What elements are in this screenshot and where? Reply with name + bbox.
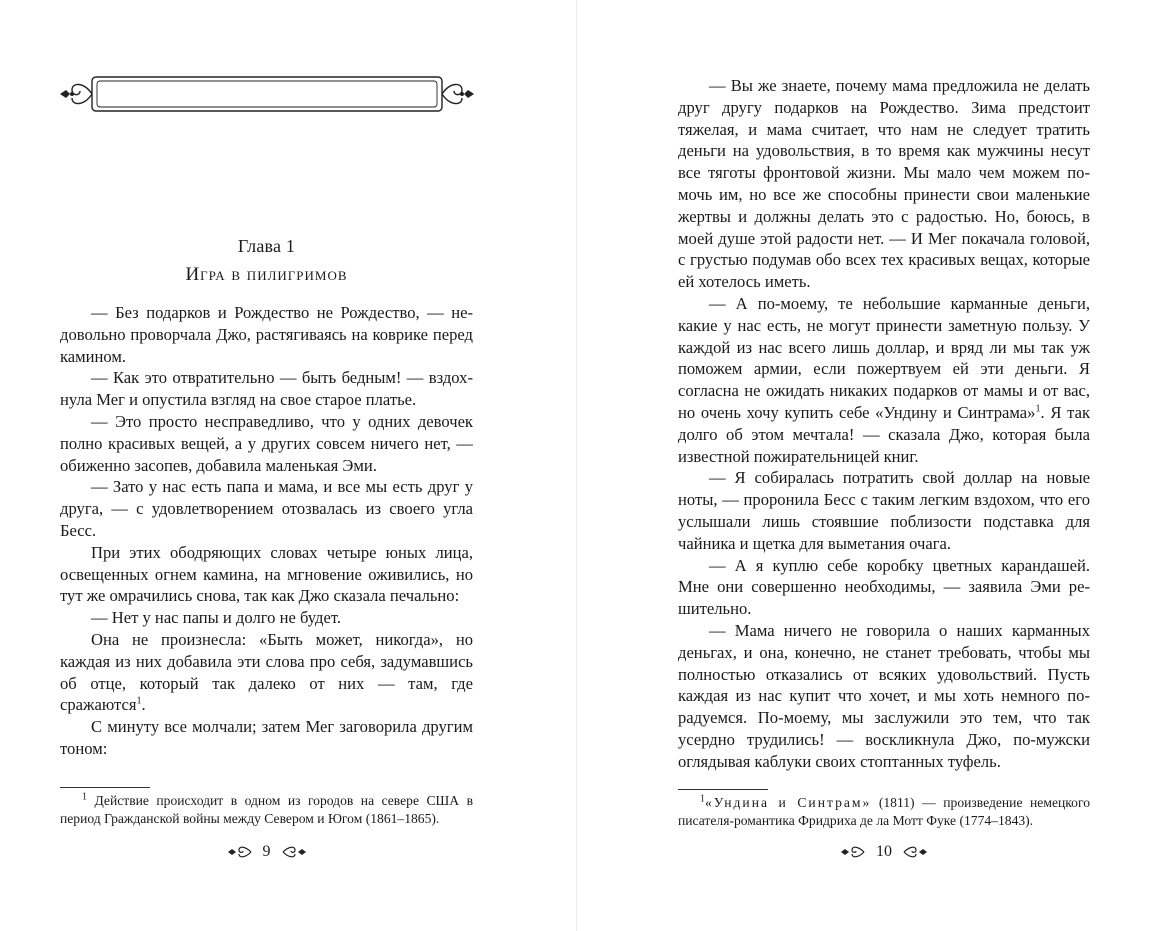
paragraph: — Как это отвратительно — быть бедным! — вздохнула Мег и опустила взгляд на свое старое платье. [60, 368, 473, 410]
paragraph: Она не произнесла: «Быть может, никогда», но каждая из них добавила эти слова про себя, задумавшись об отце, который так далеко от них — там, где сражаются$^1$. [60, 629, 473, 715]
paragraph: — А по-моему, те небольшие карманные деньги, какие у нас есть, не могут принести заметную пользу. У каждой из нас всего лишь доллар, и вряд ли мы так уж поможем армии, если пожертвуем ей эти деньги. Я согласна не ожидать никаких подарков от мамы и от вас, но очень хочу купить себе «Ундину и Синтрама»$^1$. Я так долго об этом мечтала! — сказала Джо, которая была известной пожирательницей книг. [678, 293, 1091, 466]
footnote-reference: 1 [136, 695, 142, 707]
footnote-marker: 1 [82, 791, 87, 803]
left-page [60, 0, 473, 931]
right-page [678, 0, 1090, 931]
right-body-text [678, 75, 1090, 773]
paragraph: — Я собиралась потратить свой доллар на новые ноты, — проронила Бесс с таким легким вздохом, что его услышали лишь стоявшие поблизости подставка для чайника и щетка для выметания очага. [678, 468, 1090, 553]
page-folio [678, 843, 1090, 861]
paragraph-text: — А по-моему, те небольшие карманные деньги, какие у нас есть, не могут принести заметную пользу. У каждой из нас всего лишь доллар, и вряд ли мы так уж поможем армии, если пожертвуем ей эти деньги. Я согласна не ожидать никаких подарков от мамы и от вас, но очень хочу купить себе «Ундину и Синтрама» [678, 293, 1090, 422]
paragraph: — Мама ничего не говорила о наших карманных деньгах, и она, конечно, не станет требовать, чтобы мы полностью отказались от всяких удовольствий. Пусть каждая из нас купит что хочет, и мы хоть немного порадуемся. По-моему, мы заслужили это тем, что так усердно трудились! — воскликнула Джо, по-мужски оглядывая каблуки своих стоптанных туфель. [678, 620, 1090, 771]
footnote-reference: 1 [1035, 403, 1041, 415]
footnote-text: (1811) — произведение немецкого писателя-романтика Фридриха де ла Мотт Фуке (1774–1843). [678, 795, 1090, 828]
paragraph-text: Я так долго об этом мечтала! — сказала Джо, которая была известной пожирательницей книг. [678, 402, 1091, 466]
page-number: 9 [262, 843, 271, 860]
fleuron-left-icon [227, 844, 253, 860]
fleuron-right-icon [902, 844, 928, 860]
footnote-text: Действие происходит в одном из городов на севере США в период Гражданской войны между Севером и Югом (1861–1865). [60, 793, 473, 826]
fleuron-right-icon [281, 844, 307, 860]
book-gutter [576, 0, 577, 931]
footnote [678, 794, 1090, 830]
paragraph: С минуту все молчали; затем Мег заговорила другим тоном: [60, 717, 473, 758]
paragraph: — Вы же знаете, почему мама предложила не делать друг другу подарков на Рождество. Зима предстоит тяжелая, и мама считает, что нам не следует тратить деньги на удовольствия, в то время как мужчины несут все тяготы фронтовой жизни. Мы мало чем можем помочь им, но все же способны принести свои маленькие жертвы и должны делать это с радостью. Но, боюсь, в моей душе этой радости нет. — И Мег покачала головой, с грустью подумав обо всех тех красивых вещах, которые ей хотелось иметь. [678, 76, 1090, 292]
page-number: 10 [876, 843, 892, 860]
scroll-frame-ornament [58, 74, 476, 114]
paragraph: — А я куплю себе коробку цветных карандашей. Мне они совершенно необходимы, — заявила Эми решительно. [678, 555, 1090, 619]
footnote-title: «Ундина и Синтрам» [705, 795, 872, 810]
footnote [60, 792, 473, 828]
page-folio [60, 843, 473, 861]
fleuron-left-icon [840, 844, 866, 860]
left-body-text [60, 302, 473, 760]
paragraph: — Зато у нас есть папа и мама, и все мы есть друг у друга, — с удовлетворением отозвалась из своего угла Бесс. [60, 477, 473, 540]
paragraph: При этих ободряющих словах четыре юных лица, освещенных огнем камина, на мгновение оживились, но тут же омрачились снова, так как Джо сказала печально: [60, 542, 473, 606]
footnote-rule [60, 787, 150, 788]
paragraph: — Нет у нас папы и долго не будет. [91, 608, 341, 628]
paragraph: — Без подарков и Рождество не Рождество, — недовольно проворчала Джо, растягиваясь на коврике перед камином. [60, 303, 473, 366]
footnote-rule [678, 789, 768, 790]
chapter-title: Игра в пилигримов [185, 264, 348, 285]
footnote-marker: 1 [700, 793, 705, 805]
paragraph-text: Она не произнесла: «Быть может, никогда», но каждая из них добавила эти слова про себя, задумавшись об отце, который так далеко от них — там, где сражаются [60, 629, 473, 715]
paragraph: — Это просто несправедливо, что у одних девочек полно красивых вещей, а у других совсем ничего нет, — обиженно засопев, добавила маленькая Эми. [60, 411, 473, 475]
chapter-number: Глава 1 [237, 236, 296, 256]
